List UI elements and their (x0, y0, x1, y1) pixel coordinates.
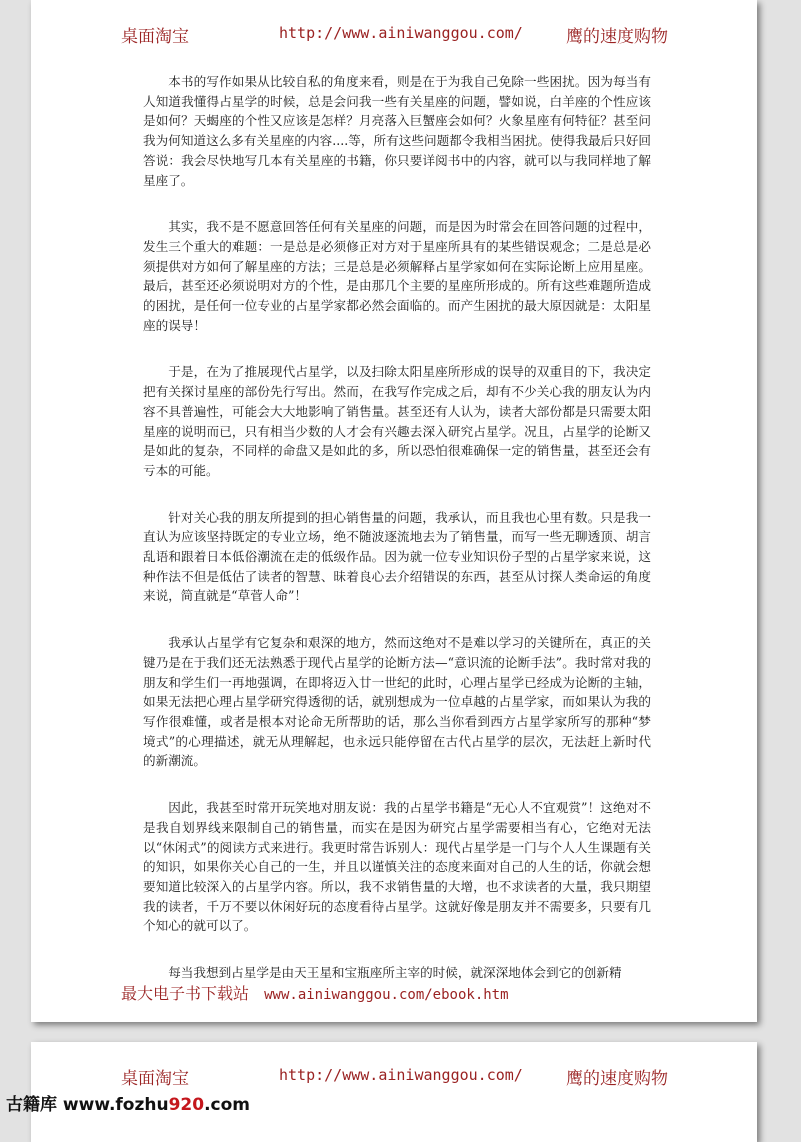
paragraph: 于是，在为了推展现代占星学，以及扫除太阳星座所形成的误导的双重目的下，我决定把有关探讨星座的部份先行写出。然而，在我写作完成之后，却有不少关心我的朋友认为内容不具普遍性，可能会大大地影响了销售量。甚至还有人认为，读者大部份都是只需要太阳星座的说明而已，只有相当少数的人才会有兴趣去深入研究占星学。况且，占星学的论断又是如此的复杂，不同样的命盘又是如此的多，所以恐怕很难确保一定的销售量，甚至还会有亏本的可能。 (143, 364, 651, 478)
header-slogan: 鹰的速度购物 (566, 27, 668, 47)
header-brand: 桌面淘宝 (121, 1069, 189, 1089)
page-body (143, 72, 651, 1010)
page-header (31, 1064, 757, 1088)
paragraph: 针对关心我的朋友所提到的担心销售量的问题，我承认，而且我也心里有数。只是我一直认为应该坚持既定的专业立场，绝不随波逐流地去为了销售量，而写一些无聊透顶、胡言乱语和跟着日本低俗潮流在走的低级作品。因为就一位专业知识份子型的占星学家来说，这种作法不但是低估了读者的智慧、昧着良心去介绍错误的东西，甚至从讨探人类命运的角度来说，简直就是“草菅人命”！ (143, 509, 651, 604)
page-header (31, 22, 757, 46)
paragraph: 其实，我不是不愿意回答任何有关星座的问题，而是因为时常会在回答问题的过程中，发生三个重大的难题：一是总是必须修正对方对于星座所具有的某些错误观念；二是总是必须提供对方如何了解星座的方法；三是总是必须解释占星学家如何在实际论断上应用星座。最后，甚至还必须说明对方的个性，是由那几个主要的星座所形成的。所有这些难题所造成的困扰，是任何一位专业的占星学家都必然会面临的。而产生困扰的最大原因就是：太阳星座的误导！ (143, 219, 651, 333)
watermark-site-number: 920 (168, 1095, 205, 1115)
document-page (31, 0, 757, 1022)
paragraph: 每当我想到占星学是由天王星和宝瓶座所主宰的时候，就深深地体会到它的创新精 (168, 965, 622, 981)
paragraph: 我承认占星学有它复杂和艰深的地方，然而这绝对不是难以学习的关键所在，真正的关键乃是在于我们还无法熟悉于现代占星学的论断方法—“意识流的论断手法”。我时常对我的朋友和学生们一再地强调，在即将迈入廿一世纪的此时，心理占星学已经成为论断的主轴，如果无法把心理占星学研究得透彻的话，就别想成为一位卓越的占星学家，而如果认为我的写作很难懂，或者是根本对论命无所帮助的话，那么当你看到西方占星学家所写的那种“梦境式”的心理描述，就无从理解起，也永远只能停留在古代占星学的层次，无法赶上新时代的新潮流。 (143, 635, 651, 769)
watermark-site-prefix: www.fozhu (62, 1095, 169, 1115)
header-url[interactable]: http://www.ainiwanggou.com/ (279, 24, 523, 42)
footer-link[interactable]: www.ainiwanggou.com/ebook.htm (264, 987, 509, 1003)
header-brand: 桌面淘宝 (121, 27, 189, 47)
header-url[interactable]: http://www.ainiwanggou.com/ (279, 1066, 523, 1084)
paragraph: 本书的写作如果从比较自私的角度来看，则是在于为我自己免除一些困扰。因为每当有人知道我懂得占星学的时候，总是会问我一些有关星座的问题，譬如说，白羊座的个性应该是如何？天蝎座的个性又应该是怎样？月亮落入巨蟹座会如何？火象星座有何特征？甚至问我为何知道这么多有关星座的内容....等，所有这些问题都令我相当困扰。使得我最后只好回答说：我会尽快地写几本有关星座的书籍，你只要详阅书中的内容，就可以与我同样地了解星座了。 (143, 74, 651, 188)
page-footer (121, 981, 509, 1004)
site-watermark (6, 1090, 250, 1115)
header-slogan: 鹰的速度购物 (566, 1069, 668, 1089)
footer-label: 最大电子书下载站 (121, 984, 250, 1003)
watermark-name: 古籍库 (6, 1095, 57, 1115)
watermark-site-suffix: .com (204, 1095, 251, 1115)
paragraph: 因此，我甚至时常开玩笑地对朋友说：我的占星学书籍是“无心人不宜观赏”！这绝对不是我自划界线来限制自己的销售量，而实在是因为研究占星学需要相当有心，它绝对无法以“休闲式”的阅读方式来进行。我更时常告诉别人：现代占星学是一门与个人人生课题有关的知识，如果你关心自己的一生，并且以谨慎关注的态度来面对自己的人生的话，你就会想要知道比较深入的占星学内容。所以，我不求销售量的大增，也不求读者的大量，我只期望我的读者，千万不要以休闲好玩的态度看待占星学。这就好像是朋友并不需要多，只要有几个知心的就可以了。 (143, 800, 651, 934)
